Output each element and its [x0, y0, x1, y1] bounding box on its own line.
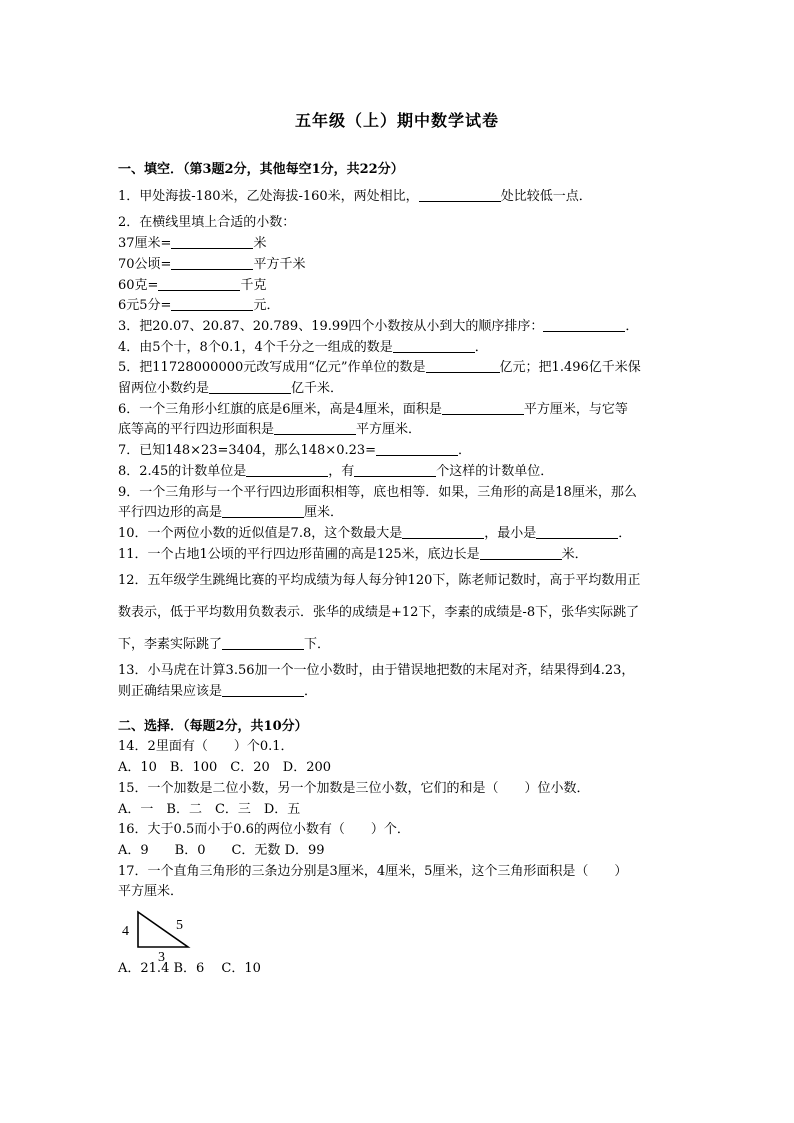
q10-text-c: ．: [618, 525, 632, 541]
q11-text-a: 11．一个占地1公顷的平行四边形苗圃的高是125米，底边长是: [118, 546, 480, 562]
answer-blank[interactable]: [536, 524, 618, 539]
triangle-figure: [118, 903, 678, 964]
answer-blank[interactable]: [376, 441, 458, 456]
answer-blank[interactable]: [222, 682, 304, 697]
question-12-line-3: [118, 629, 678, 661]
section-1-heading: 一、填空．（第3题2分，其他每空1分，共22分）: [118, 162, 404, 177]
question-6-line-2: [118, 420, 678, 441]
q2-l4-text-a: 6元5分=: [118, 298, 172, 314]
q5-text-d: 亿千米．: [291, 381, 344, 397]
q4-text-a: 4．由5个十，8个0.1，4个千分之一组成的数是: [118, 339, 393, 355]
question-8: [118, 462, 678, 483]
answer-blank[interactable]: [209, 379, 291, 394]
question-14-options: A．10 B．100 C．20 D．200: [118, 760, 332, 776]
question-4: [118, 338, 678, 359]
question-2-line-2: [118, 255, 678, 276]
answer-blank[interactable]: [171, 296, 253, 311]
answer-blank[interactable]: [402, 524, 484, 539]
q8-text-c: 个这样的计数单位．: [436, 463, 554, 479]
q4-text-b: ．: [474, 339, 488, 355]
question-7: [118, 441, 678, 462]
question-3: [118, 317, 678, 338]
question-14-stem: 14．2里面有（ ）个0.1．: [118, 739, 294, 755]
answer-blank[interactable]: [543, 317, 625, 332]
q12-text-d: 下．: [304, 637, 331, 653]
question-17-line-1: 17．一个直角三角形的三条边分别是3厘米，4厘米，5厘米，这个三角形面积是（ ）: [118, 863, 628, 879]
question-13-line-2: [118, 682, 678, 703]
q5-text-c: 留两位小数约是: [118, 381, 210, 397]
question-10: [118, 524, 678, 545]
question-1: [118, 187, 678, 208]
answer-blank[interactable]: [158, 276, 240, 291]
q9-text-c: 厘米．: [304, 505, 344, 521]
q7-text-b: ．: [458, 443, 472, 459]
question-13-line-1: 13．小马虎在计算3.56加一个一位小数时，由于错误地把数的末尾对齐，结果得到4.23，: [118, 663, 635, 679]
q3-text-a: 3．把20.07、20.87、20.789、19.99四个小数按从小到大的顺序排序：: [118, 318, 544, 334]
question-2-line-4: [118, 296, 678, 317]
q10-text-a: 10．一个两位小数的近似值是7.8，这个数最大是: [118, 525, 403, 541]
question-15-options: A．一 B．二 C．三 D．五: [118, 801, 301, 817]
question-16-options: A．9 B．0 C．无数 D．99: [118, 842, 325, 858]
q12-text-c: 下，李素实际跳了: [118, 637, 223, 653]
answer-blank[interactable]: [442, 400, 524, 415]
triangle-label-bottom: 3: [158, 950, 165, 964]
answer-blank[interactable]: [354, 462, 436, 477]
answer-blank[interactable]: [246, 462, 328, 477]
q3-text-b: ．: [625, 318, 639, 334]
q5-text-b: 亿元；把1.496亿千米保: [499, 360, 641, 376]
question-15-stem: 15．一个加数是二位小数，另一个加数是三位小数，它们的和是（ ）位小数．: [118, 780, 590, 796]
q8-text-a: 8．2.45的计数单位是: [118, 463, 247, 479]
q2-l4-text-b: 元．: [253, 298, 280, 314]
q2-l3-text-a: 60克=: [118, 277, 159, 293]
q6-text-b: 平方厘米，与它等: [523, 401, 628, 417]
right-triangle-diagram: [118, 907, 198, 963]
answer-blank[interactable]: [222, 503, 304, 518]
q13-text-b: 则正确结果应该是: [118, 684, 223, 700]
answer-blank[interactable]: [222, 635, 304, 650]
triangle-label-left: 4: [122, 924, 129, 940]
question-9-line-2: [118, 503, 678, 524]
question-17-line-2: 平方厘米．: [118, 884, 184, 900]
question-2-line-1: [118, 234, 678, 255]
answer-blank[interactable]: [171, 234, 253, 249]
q2-l3-text-b: 千克: [240, 277, 267, 293]
q2-l1-text-b: 米: [253, 236, 267, 252]
question-2-stem: 2．在横线里填上合适的小数：: [118, 215, 296, 231]
question-2-line-3: [118, 276, 678, 297]
q11-text-b: 米．: [561, 546, 588, 562]
exam-content: [118, 160, 678, 980]
answer-blank[interactable]: [274, 420, 356, 435]
q2-l2-text-b: 平方千米: [253, 256, 306, 272]
q2-l2-text-a: 70公顷=: [118, 256, 172, 272]
section-2-heading: 二、选择．（每题2分，共10分）: [118, 718, 308, 734]
answer-blank[interactable]: [480, 545, 562, 560]
page-title: 五年级（上）期中数学试卷: [294, 111, 499, 130]
question-12-line-2: 数表示，低于平均数用负数表示．张华的成绩是+12下，李素的成绩是-8下，张华实际跳了: [118, 605, 640, 621]
triangle-label-hypotenuse: 5: [176, 918, 183, 934]
answer-blank[interactable]: [171, 255, 253, 270]
answer-blank[interactable]: [426, 358, 500, 373]
answer-blank[interactable]: [393, 338, 475, 353]
question-6-line-1: [118, 400, 678, 421]
q5-text-a: 5．把11728000000元改写成用“亿元”作单位的数是: [118, 360, 426, 376]
q6-text-d: 平方厘米．: [356, 422, 422, 438]
q1-text-b: 处比较低一点．: [500, 188, 592, 204]
question-17-options: A．21.4 B．6 C．10: [118, 961, 261, 977]
question-12-line-1: 12．五年级学生跳绳比赛的平均成绩为每人每分钟120下，陈老师记数时，高于平均数用正: [118, 573, 641, 589]
question-5-line-1: [118, 358, 678, 379]
q13-text-c: ．: [304, 684, 318, 700]
q7-text-a: 7．已知148×23=3404，那么148×0.23=: [118, 443, 377, 459]
question-11: [118, 545, 678, 566]
question-16-stem: 16．大于0.5而小于0.6的两位小数有（ ）个．: [118, 822, 410, 838]
question-9-line-1: 9．一个三角形与一个平行四边形面积相等，底也相等．如果，三角形的高是18厘米，那么: [118, 484, 637, 500]
q6-text-c: 底等高的平行四边形面积是: [118, 422, 275, 438]
answer-blank[interactable]: [419, 187, 501, 202]
question-5-line-2: [118, 379, 678, 400]
q1-text-a: 1．甲处海拔-180米，乙处海拔-160米，两处相比，: [118, 188, 419, 204]
q9-text-b: 平行四边形的高是: [118, 505, 223, 521]
q6-text-a: 6．一个三角形小红旗的底是6厘米，高是4厘米，面积是: [118, 401, 442, 417]
q10-text-b: ，最小是: [484, 525, 537, 541]
q2-l1-text-a: 37厘米=: [118, 236, 172, 252]
q8-text-b: ，有: [328, 463, 355, 479]
